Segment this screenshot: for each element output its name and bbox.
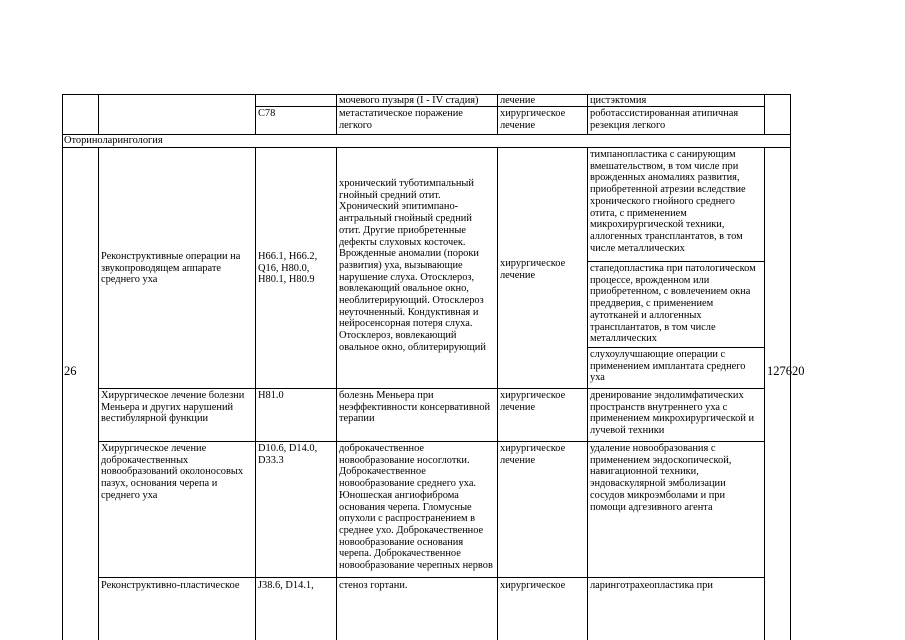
section-title: Оториноларингология (64, 135, 163, 146)
procedure-name-cell: Хирургическое лечение болезни Меньера и других нарушений вестибулярной функции (101, 390, 245, 425)
rule (62, 147, 791, 148)
disease-cell: мочевого пузыря (I - IV стадия) (339, 95, 479, 106)
code-cell: H81.0 (258, 390, 284, 401)
col-border (98, 147, 99, 640)
treatment-type-cell: хирургическое лечение (500, 390, 566, 413)
rule (62, 134, 791, 135)
col-border (255, 94, 256, 134)
col-border (587, 147, 588, 640)
method-cell: удаление новообразования с применением эндоскопической, навигационной техники, эндоваскулярной эмболизации сосудов микроэмболами и при помощи адгезивного агента (590, 443, 732, 513)
code-cell: J38.6, D14.1, (258, 580, 314, 591)
rule (587, 347, 764, 348)
procedure-name-cell: Реконструктивные операции на звукопроводящем аппарате среднего уха (101, 251, 241, 286)
code-cell: D10.6, D14.0, D33.3 (258, 443, 318, 466)
col-border (497, 147, 498, 640)
method-cell: стапедопластика при патологическом процессе, врожденном или приобретенном, с вовлечением окна преддверия, с применением аутотканей и аллогенных трансплантатов, в том числе металлических (590, 263, 756, 345)
disease-cell: болезнь Меньера при неэффективности консервативной терапии (339, 390, 491, 425)
method-cell: слухоулучшающие операции с применением имплантата среднего уха (590, 349, 746, 384)
procedure-name-cell: Хирургическое лечение доброкачественных новообразований околоносовых пазух, основания черепа и среднего уха (101, 443, 244, 501)
col-border (336, 94, 337, 134)
code-cell: C78 (258, 108, 276, 119)
col-border (336, 147, 337, 640)
col-border (98, 94, 99, 134)
col-border (62, 94, 63, 640)
procedure-name-cell: Реконструктивно-пластическое (101, 580, 240, 591)
method-cell: тимпанопластика с санирующим вмешательством, в том числе при врожденных аномалиях развития, приобретенной атрезии вследствие хронического гнойного среднего отита, с применением микрохирургической техники, аллогенных трансплантатов, в том числе металлических (590, 149, 746, 254)
group-tariff: 127620 (767, 364, 805, 378)
col-border (255, 147, 256, 640)
treatment-type-cell: хирургическое лечение (500, 258, 566, 281)
col-border (764, 94, 765, 134)
rule (587, 261, 764, 262)
rule (98, 577, 764, 578)
disease-cell: доброкачественное новообразование носоглотки. Доброкачественное новообразование среднего уха. Юношеская ангиофиброма основания черепа. Гломусные опухоли с распространением в среднее ухо. Доброкачественное новообразование основания черепа. Доброкачественное новообразование черепных нервов (339, 443, 493, 572)
treatment-type-cell: хирургическое (500, 580, 566, 591)
col-border (764, 147, 765, 640)
method-cell: дренирование эндолимфатических пространств внутреннего уха с применением микрохирургической и лучевой техники (590, 390, 755, 437)
col-border (497, 94, 498, 134)
method-cell: роботассистированная атипичная резекция легкого (590, 108, 739, 131)
treatment-type-cell: хирургическое лечение (500, 108, 566, 131)
col-border (587, 94, 588, 134)
method-cell: ларинготрахеопластика при (590, 580, 713, 591)
rule (98, 388, 764, 389)
disease-cell: метастатическое поражение легкого (339, 108, 463, 131)
treatment-type-cell: лечение (500, 95, 536, 106)
code-cell: H66.1, H66.2, Q16, H80.0, H80.1, H80.9 (258, 251, 318, 286)
method-cell: цистэктомия (590, 95, 647, 106)
treatment-type-cell: хирургическое лечение (500, 443, 566, 466)
group-number: 26 (64, 364, 77, 378)
disease-cell: хронический туботимпальный гнойный средний отит. Хронический эпитимпано- антральный гнойный средний отит. Другие приобретенные дефекты слуховых косточек. Врожденные аномалии (пороки развития) уха, вызывающие нарушение слуха. Отосклероз, вовлекающий овальное окно, необлитерирующий. Отосклероз неуточненный. Кондуктивная и нейросенсорная потеря слуха. Отосклероз, вовлекающий овальное окно, облитерирующий (339, 178, 486, 353)
disease-cell: стеноз гортани. (339, 580, 408, 591)
rule (98, 441, 764, 442)
